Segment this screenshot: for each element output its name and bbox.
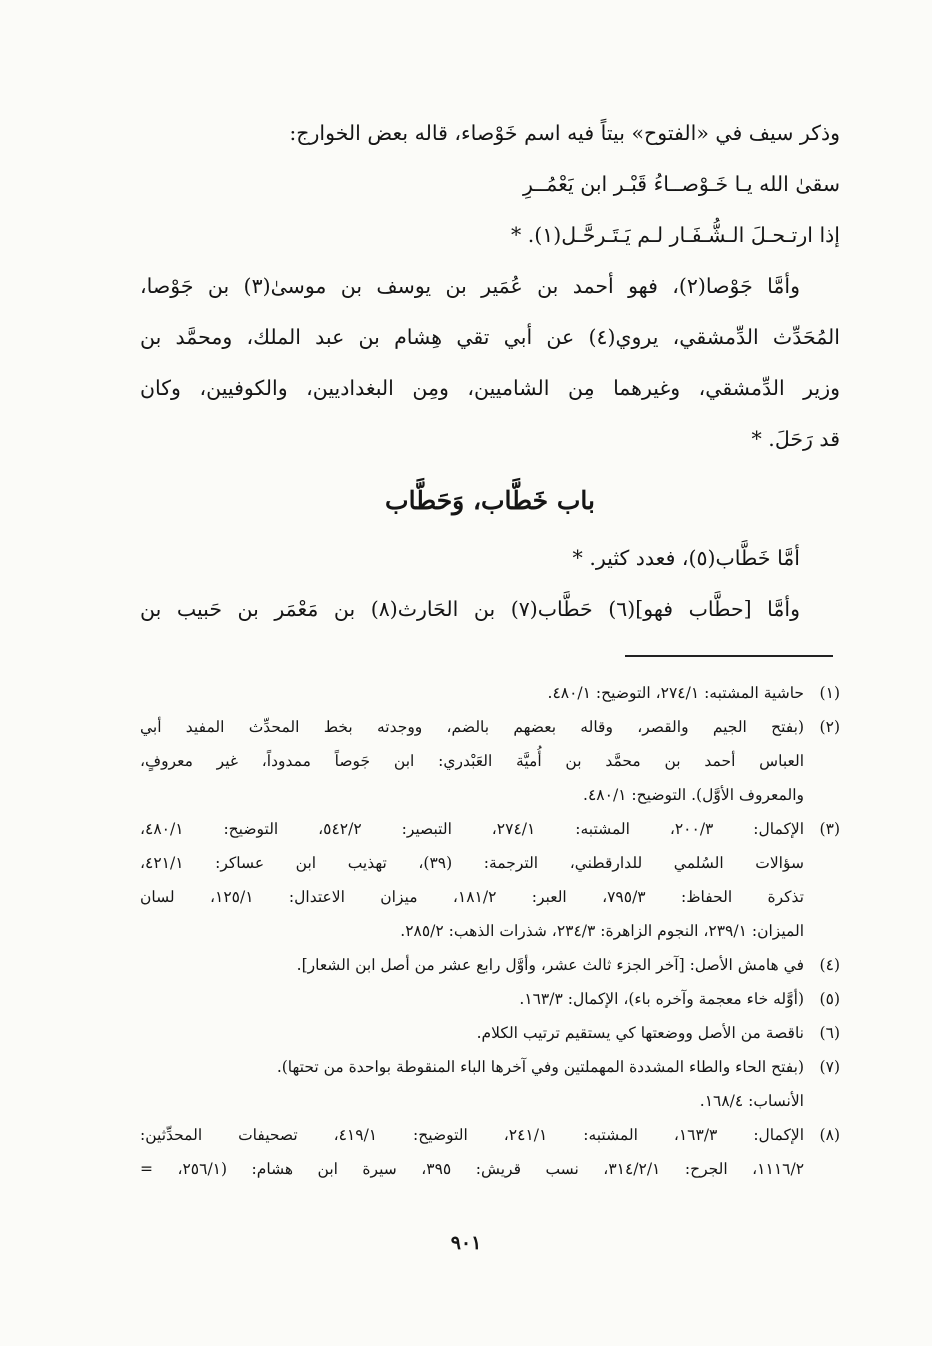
- footnote-number: (٧): [819, 1058, 840, 1076]
- footnote-number: (٣): [819, 820, 840, 838]
- text-line: وأمَّا [حطَّاب فهو](٦) حَطَّاب(٧) بن الحَارث(٨) بن مَعْمَر بن حَبيب بن: [140, 597, 800, 621]
- footnote-number: (٨): [819, 1126, 840, 1144]
- text-line: وأمَّا جَوْصا(٢)، فهو أحمد بن عُمَير بن يوسف بن موسىٰ(٣) بن جَوْصا،: [140, 274, 800, 298]
- footnote-line: الأنساب: ١٦٨/٤.: [699, 1092, 804, 1110]
- footnote: [140, 812, 840, 948]
- footnote: [140, 1016, 840, 1050]
- footnote-line: الإكمال: ٢٠٠/٣، المشتبه: ٢٧٤/١، التبصير: ٥٤٢/٢، التوضيح: ٤٨٠/١،: [140, 820, 804, 838]
- footnote-line: تذكرة الحفاظ: ٧٩٥/٣، العبر: ١٨١/٢، ميزان الاعتدال: ١٢٥/١، لسان: [140, 888, 804, 906]
- footnote: [140, 676, 840, 710]
- text-line: وزير الدِّمشقي، وغيرهما مِن الشاميين، ومِن البغداديين، والكوفيين، وكان: [140, 376, 840, 400]
- text-line: قد رَحَلَ. *: [751, 427, 840, 451]
- text-line: المُحَدِّث الدِّمشقي، يروي(٤) عن أبي تقي هِشام بن عبد الملك، ومحمَّد بن: [140, 325, 840, 349]
- footnote-number: (١): [819, 684, 840, 702]
- section-heading: باب خَطَّاب، وَحَطَّاب: [385, 486, 595, 515]
- footnote-line: ١١١٦/٢، الجرح: ٣١٤/٢/١، نسب قريش: ٣٩٥، سيرة ابن هشام: (٢٥٦/١، =: [140, 1160, 804, 1178]
- footnote: [140, 1118, 840, 1186]
- footnote-line: في هامش الأصل: [آخر الجزء ثالث عشر، وأوَّل رابع عشر من أصل ابن الشعار].: [296, 956, 804, 974]
- verse-line-2: إذا ارتـحـلَ الـشُّـفَـار لـم يَـتَـرحَّـل(١). *: [510, 223, 840, 247]
- verse-line-1: سقىٰ الله يـا خَـوْصــاءُ قَبْـر ابن يَعْمُــرِ: [522, 172, 840, 196]
- footnote-line: الميزان: ٢٣٩/١، النجوم الزاهرة: ٢٣٤/٣، شذرات الذهب: ٢٨٥/٢.: [400, 922, 804, 940]
- text-line: وذكر سيف في «الفتوح» بيتاً فيه اسم خَوْصاء، قاله بعض الخوارج:: [289, 121, 840, 145]
- footnote-line: (بفتح الجيم والقصر، وقاله بعضهم بالضم، ووجدته بخط المحدِّث المفيد أبي: [140, 718, 804, 736]
- footnote-line: العباس أحمد بن محمَّد بن أُميَّة العَبْدري: ابن جَوصاً ممدوداً، غير معروفٍ،: [140, 752, 804, 770]
- footnote-line: ناقصة من الأصل ووضعتها كي يستقيم ترتيب الكلام.: [476, 1024, 804, 1042]
- page-number: ٩٠١: [450, 1232, 482, 1254]
- footnote-number: (٤): [819, 956, 840, 974]
- footnote-line: حاشية المشتبه: ٢٧٤/١، التوضيح: ٤٨٠/١.: [547, 684, 804, 702]
- footnote: [140, 1050, 840, 1118]
- footnotes: [140, 676, 840, 1186]
- footnote: [140, 710, 840, 812]
- main-text: [140, 108, 840, 635]
- footnote: [140, 948, 840, 982]
- footnote-line: والمعروف الأوَّل). التوضيح: ٤٨٠/١.: [583, 786, 804, 804]
- footnote: [140, 982, 840, 1016]
- footnote-number: (٥): [819, 990, 840, 1008]
- footnote-line: (بفتح الحاء والطاء المشددة المهملتين وفي آخرها الباء المنقوطة بواحدة من تحتها).: [276, 1058, 804, 1076]
- footnote-separator: [625, 655, 833, 657]
- footnote-line: (أوَّله خاء معجمة وآخره باء)، الإكمال: ١٦٣/٣.: [519, 990, 804, 1008]
- footnote-number: (٦): [819, 1024, 840, 1042]
- footnote-number: (٢): [819, 718, 840, 736]
- footnote-line: الإكمال: ١٦٣/٣، المشتبه: ٢٤١/١، التوضيح: ٤١٩/١، تصحيفات المحدِّثين:: [140, 1126, 804, 1144]
- footnote-line: سؤالات السُلمي للدارقطني، الترجمة: (٣٩)، تهذيب ابن عساكر: ٤٢١/١،: [140, 854, 804, 872]
- text-line: أمَّا خَطَّاب(٥)، فعدد كثير. *: [572, 546, 800, 570]
